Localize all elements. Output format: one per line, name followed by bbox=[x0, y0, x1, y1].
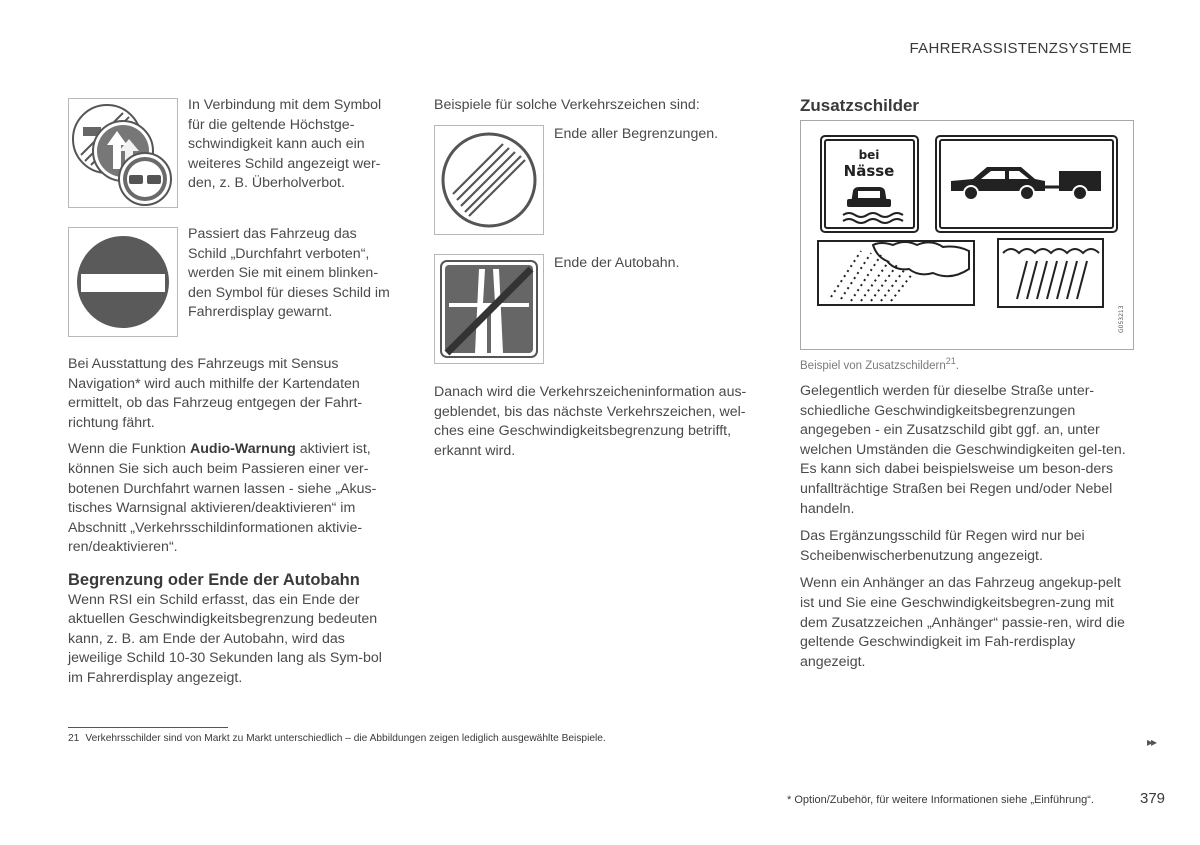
figure-code: G053213 bbox=[1118, 305, 1125, 333]
sign-image-no-entry bbox=[68, 227, 178, 337]
footnote bbox=[68, 733, 606, 744]
col1-item2-text: Passiert das Fahrzeug das Schild „Durchfahrt verboten“, werden Sie mit einem blinken-den Symbol für dieses Schild im Fahrerdisplay gewarnt. bbox=[188, 226, 390, 321]
col3-body bbox=[800, 382, 1136, 672]
figure-caption: Beispiel von Zusatzschildern$^{21}$. bbox=[800, 356, 959, 372]
page-number: 379 bbox=[1140, 790, 1166, 807]
footnote-number: 21 bbox=[68, 733, 80, 744]
col1-para1: Bei Ausstattung des Fahrzeugs mit Sensus Navigation* wird auch mithilfe der Kartendaten ermittelt, ob das Fahrzeug entgegen der Fahrt-richtung fährt. bbox=[68, 356, 363, 431]
sign-image-end-of-motorway bbox=[434, 254, 544, 364]
sign-image-no-overtaking-combo bbox=[68, 98, 178, 208]
additional-signs-figure bbox=[800, 120, 1134, 350]
audio-warning-term: Audio-Warnung bbox=[189, 441, 296, 458]
col3-para1: Gelegentlich werden für dieselbe Straße unter-schiedliche Geschwindigkeitsbegrenzungen angegeben - ein Zusatzschild gibt ggf. an, unter welchen Umständen die Geschwindigkeiten gel-ten. Es kann sich dabei beispielsweise um beson-ders unfallträchtige Straßen bei Regen und/oder Nebel handeln. bbox=[800, 383, 1126, 517]
page-header-title: FAHRERASSISTENZSYSTEME bbox=[909, 40, 1132, 57]
col2-intro: Beispiele für solche Verkehrszeichen sind: bbox=[434, 97, 700, 113]
col3-para2: Das Ergänzungsschild für Regen wird nur bei Scheibenwischerbenutzung angezeigt. bbox=[800, 528, 1085, 564]
footnote-divider bbox=[68, 727, 228, 728]
col1-para2: Wenn die Funktion Audio-Warnung aktiviert ist, können Sie sich auch beim Passieren einer ver-botenen Durchfahrt warnen lassen - siehe „Akus-tisches Warnsignal aktivieren/deaktivieren“ im Abschnitt „Verkehrsschildinformationen aktivie-ren/deaktivieren“. bbox=[68, 441, 377, 556]
col1-item1-text: In Verbindung mit dem Symbol für die geltende Höchstge-schwindigkeit kann auch ein weiteres Schild angezeigt wer-den, z. B. Überholverbot. bbox=[188, 97, 382, 192]
col2-para1: Danach wird die Verkehrszeicheninformation aus-geblendet, bis das nächste Verkehrszeichen, wel-ches eine Geschwindigkeitsbegrenzung betrifft, erkannt wird. bbox=[434, 384, 747, 459]
col3-heading: Zusatzschilder bbox=[800, 96, 920, 115]
col1-body bbox=[68, 355, 400, 689]
footnote-text: Verkehrsschilder sind von Markt zu Markt unterschiedlich – die Abbildungen zeigen lediglich ausgewählte Beispiele. bbox=[85, 733, 606, 744]
col2-item2-text: Ende der Autobahn. bbox=[554, 255, 680, 271]
col1-para3: Wenn RSI ein Schild erfasst, das ein Ende der aktuellen Geschwindigkeitsbegrenzung bedeuten kann, z. B. am Ende der Autobahn, wird das jeweilige Schild 10-30 Sekunden lang als Sym-bol im Fahrerdisplay angezeigt. bbox=[68, 591, 382, 686]
sign-text-bei: bei bbox=[858, 148, 880, 162]
footnote-ref[interactable]: 21 bbox=[945, 356, 956, 366]
footer-option-note: * Option/Zubehör, für weitere Informationen siehe „Einführung“. bbox=[787, 794, 1094, 806]
next-page-arrows-icon[interactable]: ▸▸ bbox=[1147, 735, 1156, 749]
col2-item1-text: Ende aller Begrenzungen. bbox=[554, 126, 719, 142]
col3-para3: Wenn ein Anhänger an das Fahrzeug angekup-pelt ist und Sie eine Geschwindigkeitsbegren-zung mit dem Zusatzzeichen „Anhänger“ passie-ren, wird die geltende Geschwindigkeit im Fah-rerdisplay angezeigt. bbox=[800, 575, 1125, 670]
col1-heading: Begrenzung oder Ende der Autobahn bbox=[68, 570, 360, 589]
sign-text-naesse: Nässe bbox=[843, 162, 895, 180]
sign-image-end-all-limits bbox=[434, 125, 544, 235]
